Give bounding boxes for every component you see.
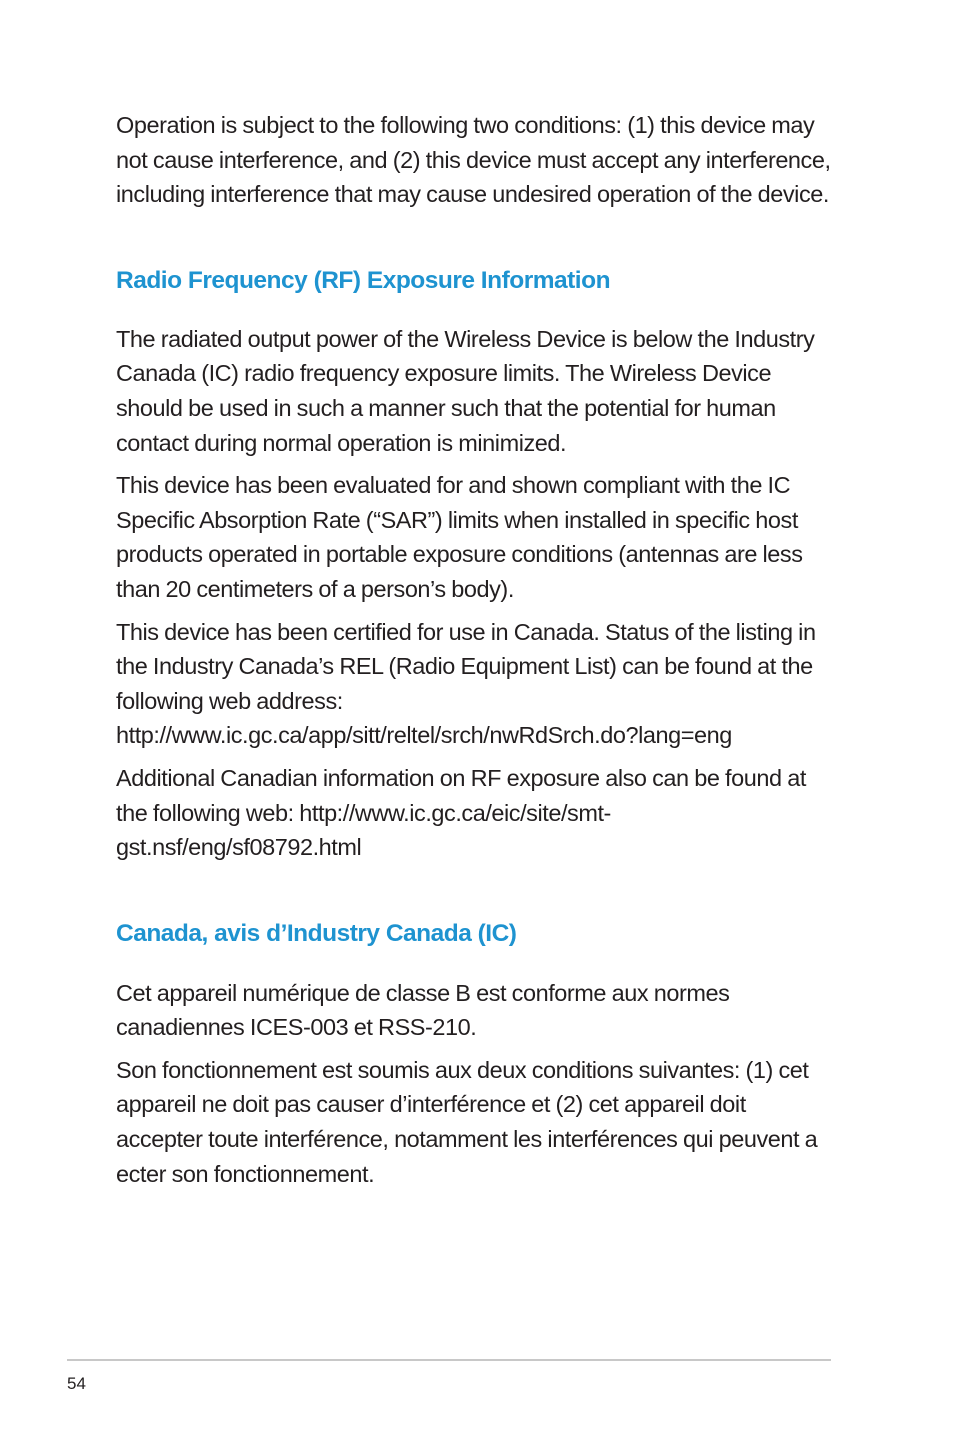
page-content [116, 108, 834, 1199]
rf-exposure-heading: Radio Frequency (RF) Exposure Information [116, 266, 611, 294]
intro-paragraph: Operation is subject to the following two conditions: (1) this device may not cause interference, and (2) this device must accept any interference, including interference that may cause undesired operation of the device. [116, 112, 831, 208]
ic-paragraph-class-b: Cet appareil numérique de classe B est conforme aux normes canadiennes ICES-003 et RSS-210. [116, 979, 730, 1041]
footer-divider [67, 1359, 831, 1361]
page-number: 54 [67, 1374, 86, 1393]
rf-paragraph-additional-info: Additional Canadian information on RF exposure also can be found at the following web: http://www.ic.gc.ca/eic/site/smt-gst.nsf/eng/sf08792.html [116, 764, 806, 861]
rf-paragraph-output-power: The radiated output power of the Wireless Device is below the Industry Canada (IC) radio frequency exposure limits. The Wireless Device should be used in such a manner such that the potential for human contact during normal operation is minimized. [116, 325, 815, 456]
rf-paragraph-sar-compliance: This device has been evaluated for and shown compliant with the IC Specific Absorption Rate (“SAR”) limits when installed in specific host products operated in portable exposure conditions (antennas are less than 20 centimeters of a person’s body). [116, 472, 803, 602]
rf-paragraph-certification: This device has been certified for use in Canada. Status of the listing in the Industry Canada’s REL (Radio Equipment List) can be found at the following web address: http://www.ic.gc.ca/app/sitt/reltel/srch/nwRdSrch.do?lang=eng [116, 618, 816, 749]
ic-paragraph-conditions: Son fonctionnement est soumis aux deux conditions suivantes: (1) cet appareil ne doit pas causer d’interférence et (2) cet appareil doit accepter toute interférence, notamment les interférences qui peuvent a ecter son fonctionnement. [116, 1056, 818, 1187]
ic-notice-heading: Canada, avis d’Industry Canada (IC) [116, 919, 517, 947]
